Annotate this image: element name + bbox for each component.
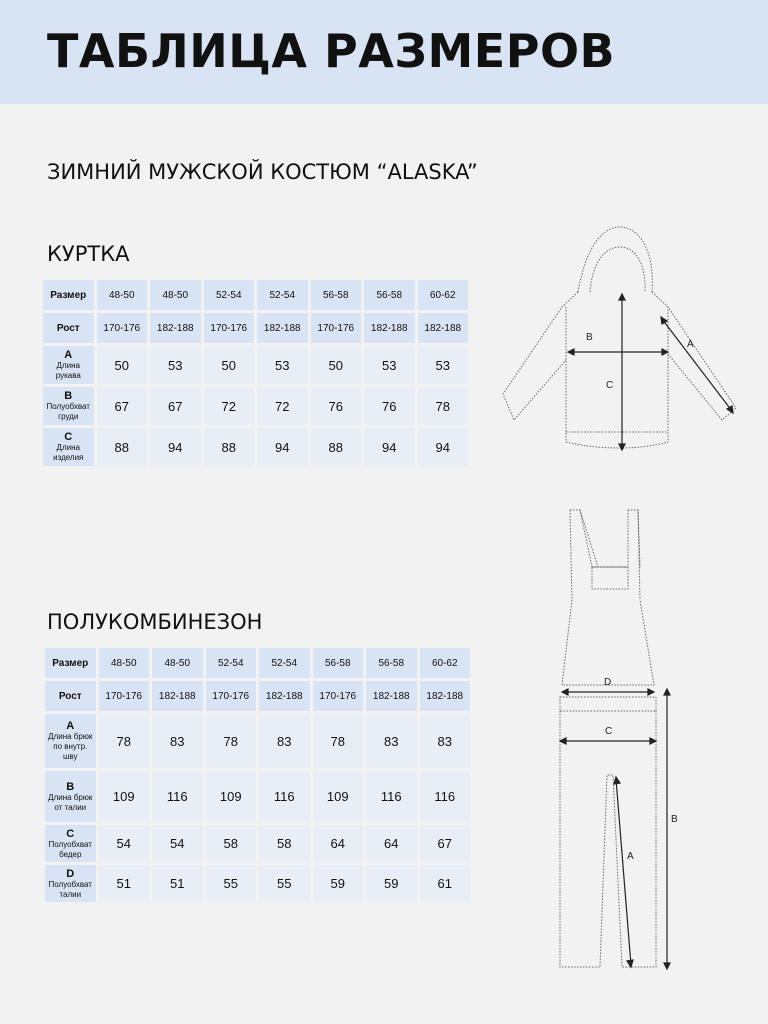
jacket-label-c: C bbox=[606, 380, 614, 391]
measurement-letter: C bbox=[64, 431, 73, 443]
size-cell: 52-54 bbox=[206, 648, 257, 678]
jacket-left-sleeve-outline bbox=[503, 292, 578, 420]
value-cell: 88 bbox=[97, 428, 148, 466]
measurement-letter: B bbox=[64, 390, 73, 402]
value-cell: 116 bbox=[420, 771, 471, 822]
measurement-label bbox=[45, 714, 96, 768]
value-cell: 78 bbox=[99, 714, 150, 768]
value-cell: 58 bbox=[259, 825, 310, 862]
value-cell: 83 bbox=[152, 714, 203, 768]
jacket-label-b: B bbox=[586, 332, 593, 343]
value-cell: 78 bbox=[313, 714, 364, 768]
measurement-letter: A bbox=[66, 720, 75, 732]
header-row bbox=[45, 648, 470, 678]
value-cell: 54 bbox=[99, 825, 150, 862]
value-cell: 51 bbox=[152, 865, 203, 902]
value-cell: 83 bbox=[420, 714, 471, 768]
measurement-row bbox=[43, 387, 468, 425]
measurement-letter: D bbox=[66, 867, 75, 880]
height-cell: 170-176 bbox=[311, 313, 362, 343]
measurement-name: Длина рукава bbox=[55, 361, 81, 380]
value-cell: 83 bbox=[366, 714, 417, 768]
header-row bbox=[43, 280, 468, 310]
height-cell: 182-188 bbox=[418, 313, 469, 343]
size-cell: 48-50 bbox=[152, 648, 203, 678]
size-cell: 52-54 bbox=[204, 280, 255, 310]
value-cell: 88 bbox=[204, 428, 255, 466]
height-header-label: Рост bbox=[45, 681, 96, 711]
jacket-body-outline bbox=[566, 307, 668, 448]
value-cell: 64 bbox=[366, 825, 417, 862]
height-cell: 182-188 bbox=[364, 313, 415, 343]
value-cell: 109 bbox=[313, 771, 364, 822]
jacket-size-table bbox=[40, 277, 471, 469]
jacket-diagram bbox=[500, 222, 740, 458]
value-cell: 76 bbox=[311, 387, 362, 425]
height-cell: 182-188 bbox=[257, 313, 308, 343]
measurement-letter: B bbox=[66, 780, 75, 793]
measurement-name: Полуобхват груди bbox=[46, 402, 90, 421]
size-cell: 48-50 bbox=[150, 280, 201, 310]
height-cell: 170-176 bbox=[97, 313, 148, 343]
measurement-name: Полуобхват бедер bbox=[48, 839, 92, 859]
value-cell: 55 bbox=[259, 865, 310, 902]
height-row bbox=[43, 313, 468, 343]
header-banner bbox=[0, 0, 768, 104]
value-cell: 64 bbox=[313, 825, 364, 862]
jacket-label-a: A bbox=[687, 339, 694, 350]
height-cell: 182-188 bbox=[150, 313, 201, 343]
measurement-letter: C bbox=[66, 827, 75, 840]
measurement-label bbox=[45, 771, 96, 822]
measurement-label bbox=[45, 825, 96, 862]
value-cell: 94 bbox=[257, 428, 308, 466]
height-cell: 170-176 bbox=[99, 681, 150, 711]
height-cell: 170-176 bbox=[204, 313, 255, 343]
measurement-name: Длина брюк от талии bbox=[48, 792, 93, 812]
value-cell: 116 bbox=[366, 771, 417, 822]
value-cell: 109 bbox=[206, 771, 257, 822]
size-header-label: Размер bbox=[45, 648, 96, 678]
height-header-label: Рост bbox=[43, 313, 94, 343]
measurement-name: Длина брюк по внутр. шву bbox=[48, 732, 93, 761]
height-cell: 182-188 bbox=[259, 681, 310, 711]
value-cell: 83 bbox=[259, 714, 310, 768]
value-cell: 53 bbox=[364, 346, 415, 384]
measurement-label bbox=[43, 346, 94, 384]
height-cell: 170-176 bbox=[206, 681, 257, 711]
value-cell: 116 bbox=[152, 771, 203, 822]
value-cell: 53 bbox=[418, 346, 469, 384]
overall-section-title: ПОЛУКОМБИНЕЗОН bbox=[47, 610, 263, 634]
measurement-name: Длина изделия bbox=[53, 443, 84, 462]
size-cell: 48-50 bbox=[97, 280, 148, 310]
size-cell: 48-50 bbox=[99, 648, 150, 678]
page-title: ТАБЛИЦА РАЗМЕРОВ bbox=[47, 24, 616, 78]
height-cell: 182-188 bbox=[420, 681, 471, 711]
overall-size-table bbox=[42, 645, 473, 905]
value-cell: 94 bbox=[418, 428, 469, 466]
size-cell: 60-62 bbox=[418, 280, 469, 310]
value-cell: 78 bbox=[206, 714, 257, 768]
size-cell: 56-58 bbox=[364, 280, 415, 310]
value-cell: 54 bbox=[152, 825, 203, 862]
value-cell: 61 bbox=[420, 865, 471, 902]
value-cell: 94 bbox=[150, 428, 201, 466]
value-cell: 72 bbox=[204, 387, 255, 425]
value-cell: 59 bbox=[366, 865, 417, 902]
overall-bib-outline bbox=[562, 600, 654, 685]
height-cell: 182-188 bbox=[152, 681, 203, 711]
value-cell: 50 bbox=[204, 346, 255, 384]
measurement-letter: A bbox=[64, 349, 73, 361]
value-cell: 72 bbox=[257, 387, 308, 425]
size-cell: 56-58 bbox=[366, 648, 417, 678]
value-cell: 78 bbox=[418, 387, 469, 425]
value-cell: 109 bbox=[99, 771, 150, 822]
measurement-row bbox=[45, 825, 470, 862]
value-cell: 53 bbox=[150, 346, 201, 384]
measurement-row bbox=[45, 714, 470, 768]
value-cell: 67 bbox=[150, 387, 201, 425]
overall-label-a: A bbox=[627, 851, 634, 862]
jacket-section-title: КУРТКА bbox=[47, 242, 130, 266]
measurement-label bbox=[45, 865, 96, 902]
measurement-name: Полуобхват талии bbox=[48, 879, 92, 899]
value-cell: 94 bbox=[364, 428, 415, 466]
jacket-right-sleeve-outline bbox=[652, 292, 736, 420]
overall-straps-outline bbox=[570, 510, 640, 567]
jacket-hood-outline bbox=[578, 227, 652, 292]
overall-label-c: C bbox=[605, 726, 613, 737]
height-row bbox=[45, 681, 470, 711]
measurement-row bbox=[45, 771, 470, 822]
overall-diagram bbox=[550, 505, 690, 975]
value-cell: 50 bbox=[311, 346, 362, 384]
value-cell: 50 bbox=[97, 346, 148, 384]
size-cell: 60-62 bbox=[420, 648, 471, 678]
value-cell: 88 bbox=[311, 428, 362, 466]
measurement-label bbox=[43, 387, 94, 425]
value-cell: 58 bbox=[206, 825, 257, 862]
size-cell: 52-54 bbox=[259, 648, 310, 678]
size-cell: 52-54 bbox=[257, 280, 308, 310]
size-cell: 56-58 bbox=[311, 280, 362, 310]
value-cell: 55 bbox=[206, 865, 257, 902]
measurement-row bbox=[45, 865, 470, 902]
value-cell: 116 bbox=[259, 771, 310, 822]
measurement-row bbox=[43, 346, 468, 384]
size-cell: 56-58 bbox=[313, 648, 364, 678]
height-cell: 170-176 bbox=[313, 681, 364, 711]
value-cell: 51 bbox=[99, 865, 150, 902]
jacket-measure-a-line bbox=[662, 319, 732, 411]
product-title: ЗИМНИЙ МУЖСКОЙ КОСТЮМ “ALASKA” bbox=[47, 160, 478, 184]
value-cell: 67 bbox=[420, 825, 471, 862]
value-cell: 67 bbox=[97, 387, 148, 425]
height-cell: 182-188 bbox=[366, 681, 417, 711]
overall-label-b: B bbox=[671, 814, 678, 825]
overall-measure-a-line bbox=[616, 779, 631, 965]
measurement-label bbox=[43, 428, 94, 466]
overall-label-d: D bbox=[604, 677, 612, 688]
overall-legs-outline bbox=[560, 711, 656, 967]
measurement-row bbox=[43, 428, 468, 466]
size-header-label: Размер bbox=[43, 280, 94, 310]
value-cell: 76 bbox=[364, 387, 415, 425]
value-cell: 59 bbox=[313, 865, 364, 902]
value-cell: 53 bbox=[257, 346, 308, 384]
